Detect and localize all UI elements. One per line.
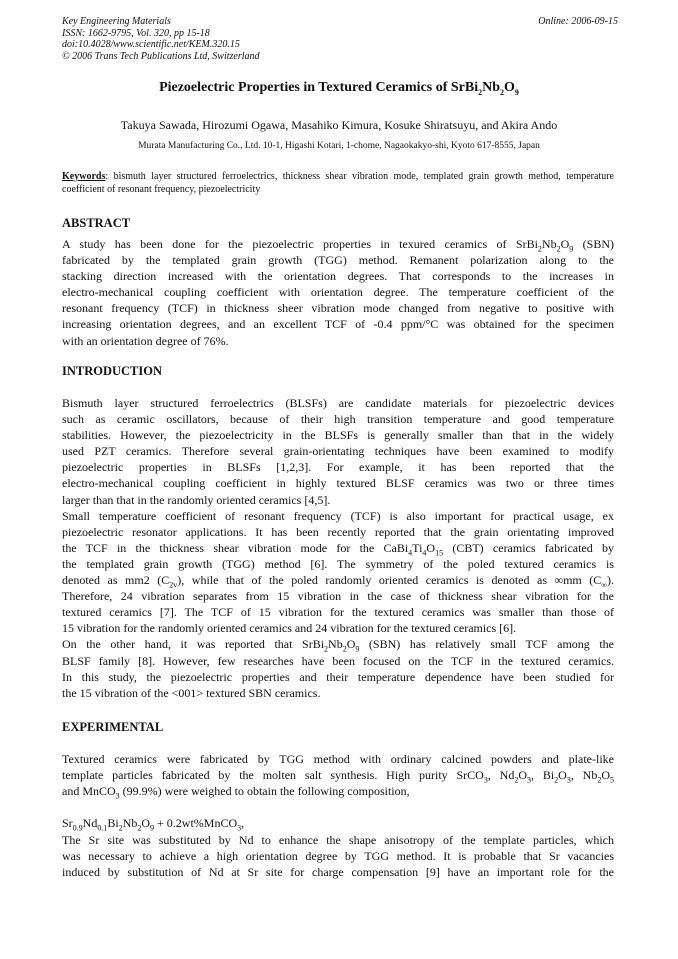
online-date: Online: 2006-09-15	[538, 16, 618, 27]
experimental-heading: EXPERIMENTAL	[62, 720, 164, 734]
paper-title: Piezoelectric Properties in Textured Ceramics of $SrBi_2Nb_2O_9$	[159, 80, 519, 97]
issn-line: ISSN: 1662-9795, Vol. 320, pp 15-18	[62, 27, 210, 39]
affiliation: Murata Manufacturing Co., Ltd. 10-1, Higashi Kotari, 1-chome, Nagaokakyo-shi, Kyoto 617-8555, Japan	[138, 141, 540, 151]
keywords-label: Keywords	[62, 171, 106, 182]
composition-formula: $Sr_{0.9}Nd_{0.1}Bi_2Nb_2O_9$ + 0.2wt%MnCO$_3$,	[62, 816, 245, 833]
journal-name: Key Engineering Materials	[62, 16, 171, 27]
abstract-heading: ABSTRACT	[62, 216, 131, 230]
experimental-body-continued: The Sr site was substituted by Nd to enhance the shape anisotropy of the template particles, which was necessary to achieve a high orientation degree by TGG method. It is probable that Sr vacancies induced by substitution of Nd at Sr site for charge compensation [9] have an important role for the	[62, 833, 614, 880]
doi-line: doi:10.4028/www.scientific.net/KEM.320.15	[62, 39, 240, 50]
abstract-body: A study has been done for the piezoelectric properties in texured ceramics of $SrBi_2Nb_2O_9$ (SBN) fabricated by the templated grain growth (TGG) method. Remanent polarization along to the stacking direction increased with the orientation degrees. That corresponds to the increases in electro-mechanical coupling coefficient with orientation degree. The temperature coefficient of the resonant frequency (TCF) in thickness sheer vibration mode changed from negative to positive with increasing orientation degrees, and an excellent TCF of -0.4 ppm/°C was obtained for the specimen with an orientation degree of 76%.	[62, 237, 614, 348]
introduction-body: Bismuth layer structured ferroelectrics (BLSFs) are candidate materials for piezoelectric devices such as ceramic oscillators, because of their high transition temperature and good temperature stabilities. However, the piezoelectricity in the BLSFs is generally smaller than that in the widely used PZT ceramics. Therefore several grain-orientating techniques have been examined to modify piezoelectric properties in BLSFs [1,2,3]. For example, it has been reported that the electro-mechanical coupling coefficient in highly textured BLSF ceramics was two or three times larger than that in the randomly oriented ceramics [4,5]. Small temperature coefficient of resonant frequency (TCF) is also important for practical usage, ex piezoelectric resonator applications. It has been recently reported that the grain orientating improved the TCF in the thickness shear vibration mode for the $CaBi_4Ti_4O_{15}$ (CBT) ceramics fabricated by the templated grain growth (TGG) method [6]. The symmetry of the poled textured ceramics is denoted as mm2 $(C_{2v})$, while that of the poled randomly oriented ceramics is denoted as ∞mm $(C_\infty)$. Therefore, 24 vibration separates from 15 vibration in the case of thickness shear vibration for the textured ceramics [7]. The TCF of 15 vibration for the textured ceramics was smaller than those of 15 vibration for the randomly oriented ceramics and 24 vibration for the textured ceramics [6]. On the other hand, it was reported that $SrBi_2Nb_2O_9$ (SBN) has relatively small TCF among the BLSF family [8]. However, few researches have been focused on the TCF in the textured ceramics. In this study, the piezoelectric properties and their temperature dependence have been studied for the 15 vibration of the <001> textured SBN ceramics.	[62, 396, 615, 700]
introduction-heading: INTRODUCTION	[62, 364, 163, 378]
copyright-line: © 2006 Trans Tech Publications Ltd, Switzerland	[62, 50, 260, 62]
journal-header	[62, 16, 618, 62]
keywords-text: : bismuth layer structured ferroelectrics, thickness shear vibration mode, templated grain growth method, temperature coefficient of resonant frequency, piezoelectricity	[62, 171, 614, 195]
author-list: Takuya Sawada, Hirozumi Ogawa, Masahiko Kimura, Kosuke Shiratsuyu, and Akira Ando	[120, 118, 558, 132]
experimental-body: Textured ceramics were fabricated by TGG method with ordinary calcined powders and plate-like template particles fabricated by the molten salt synthesis. High purity SrCO$_3$, $Nd_2O_3$, $Bi_2O_3$, $Nb_2O_5$ and MnCO$_3$ (99.9%) were weighed to obtain the following composition,	[62, 752, 615, 801]
keywords	[62, 170, 614, 196]
